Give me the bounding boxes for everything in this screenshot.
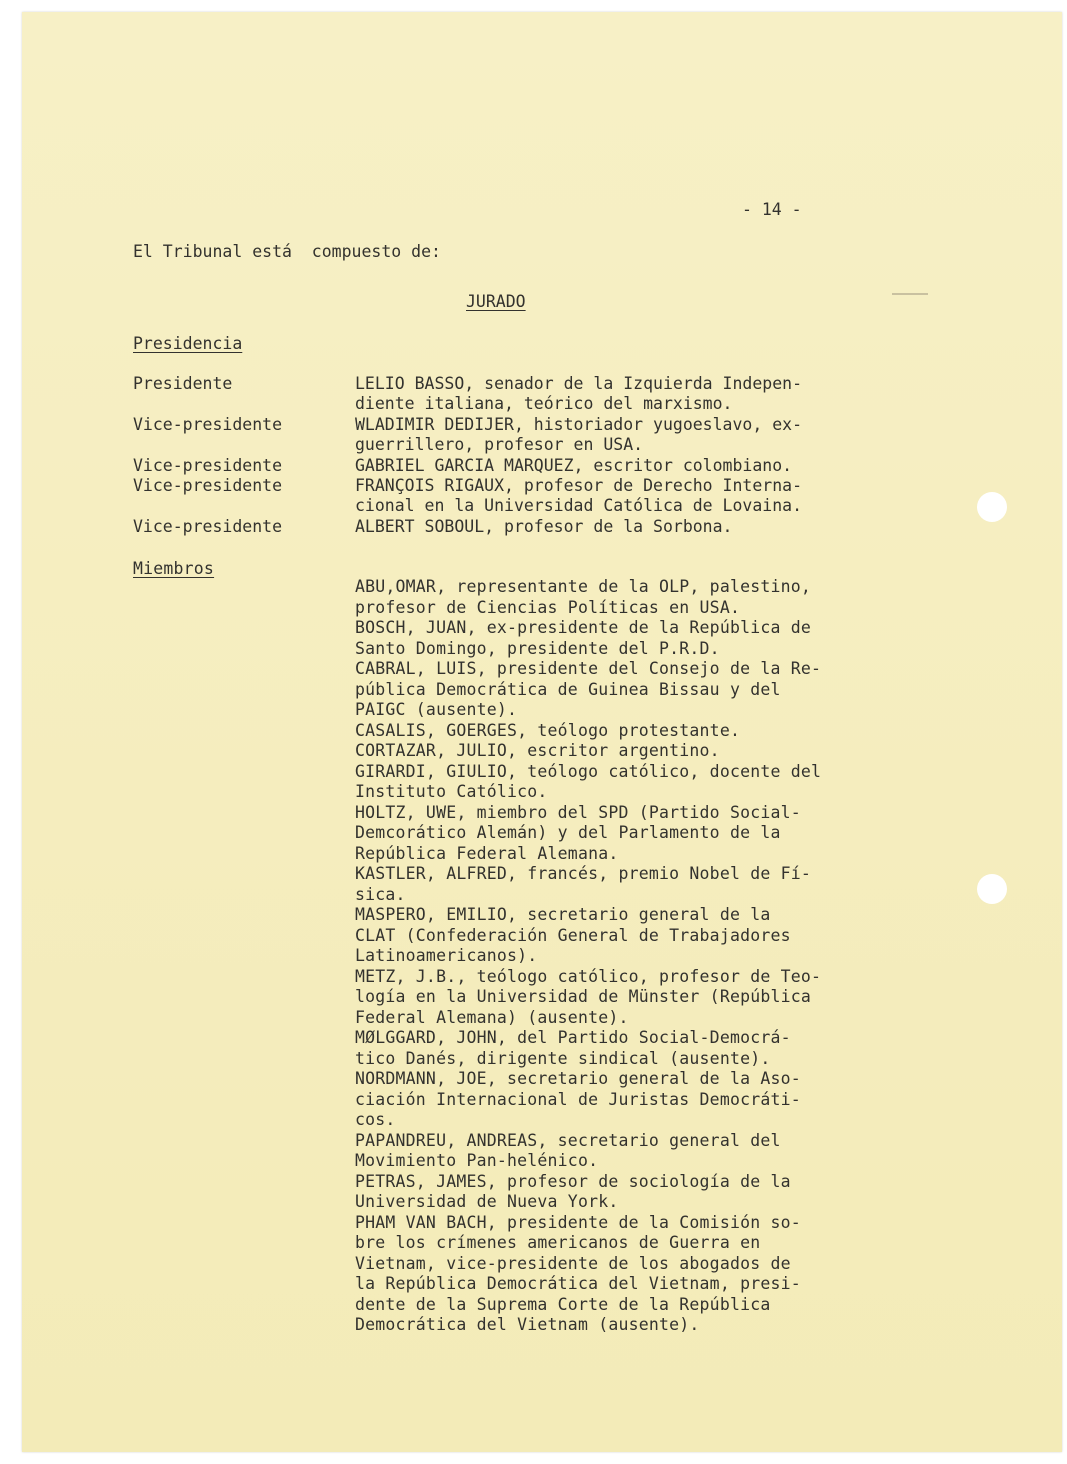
member-line: CABRAL, LUIS, presidente del Consejo de la Re-: [355, 659, 822, 678]
member-line: tico Danés, dirigente sindical (ausente).: [355, 1049, 771, 1068]
role-label: Vice-presidente: [133, 415, 283, 434]
role-label: Vice-presidente: [133, 517, 283, 536]
punch-hole-bottom: [977, 874, 1007, 904]
member-line: cos.: [355, 1110, 396, 1129]
role-label: Vice-presidente: [133, 456, 283, 475]
section-title: JURADO: [466, 292, 526, 311]
presidency-line: guerrillero, profesor en USA.: [355, 435, 644, 454]
member-line: PHAM VAN BACH, presidente de la Comisión so-: [355, 1213, 801, 1232]
role-label: Vice-presidente: [133, 476, 283, 495]
member-line: Democrática del Vietnam (ausente).: [355, 1315, 700, 1334]
member-line: ABU,OMAR, representante de la OLP, palestino,: [355, 577, 812, 596]
presidency-line: ALBERT SOBOUL, profesor de la Sorbona.: [355, 517, 733, 536]
member-line: CORTAZAR, JULIO, escritor argentino.: [355, 741, 720, 760]
presidency-line: LELIO BASSO, senador de la Izquierda Indepen-: [355, 374, 803, 393]
member-line: PAIGC (ausente).: [355, 700, 518, 719]
member-line: Demcorático Alemán) y del Parlamento de la: [355, 823, 781, 842]
member-line: Instituto Católico.: [355, 782, 548, 801]
presidency-line: GABRIEL GARCIA MARQUEZ, escritor colombiano.: [355, 456, 793, 475]
member-line: Latinoamericanos).: [355, 946, 538, 965]
page-number: - 14 -: [742, 200, 802, 219]
member-line: MASPERO, EMILIO, secretario general de la: [355, 905, 771, 924]
member-line: GIRARDI, GIULIO, teólogo católico, docente del: [355, 762, 822, 781]
member-line: Santo Domingo, presidente del P.R.D.: [355, 639, 720, 658]
member-line: sica.: [355, 885, 406, 904]
member-line: Federal Alemana) (ausente).: [355, 1008, 629, 1027]
member-line: Universidad de Nueva York.: [355, 1192, 619, 1211]
member-line: PAPANDREU, ANDREAS, secretario general del: [355, 1131, 781, 1150]
member-line: República Federal Alemana.: [355, 844, 619, 863]
member-line: Vietnam, vice-presidente de los abogados de: [355, 1254, 791, 1273]
presidency-line: WLADIMIR DEDIJER, historiador yugoeslavo, ex-: [355, 415, 803, 434]
presidency-heading: Presidencia: [133, 334, 243, 353]
member-line: MØLGGARD, JOHN, del Partido Social-Democrá-: [355, 1028, 791, 1047]
member-line: Movimiento Pan-helénico.: [355, 1151, 599, 1170]
member-line: pública Democrática de Guinea Bissau y del: [355, 680, 781, 699]
member-line: NORDMANN, JOE, secretario general de la Aso-: [355, 1069, 801, 1088]
punch-hole-top: [977, 492, 1007, 522]
member-line: BOSCH, JUAN, ex-presidente de la República de: [355, 618, 812, 637]
member-line: la República Democrática del Vietnam, presi-: [355, 1274, 801, 1293]
member-line: logía en la Universidad de Münster (República: [355, 987, 812, 1006]
member-line: ciación Internacional de Juristas Democráti-: [355, 1090, 801, 1109]
member-line: profesor de Ciencias Políticas en USA.: [355, 598, 741, 617]
member-line: KASTLER, ALFRED, francés, premio Nobel de Fí-: [355, 864, 812, 883]
member-line: CASALIS, GOERGES, teólogo protestante.: [355, 721, 741, 740]
member-line: dente de la Suprema Corte de la República: [355, 1295, 771, 1314]
member-line: CLAT (Confederación General de Trabajadores: [355, 926, 791, 945]
presidency-line: diente italiana, teórico del marxismo.: [355, 394, 733, 413]
presidency-line: cional en la Universidad Católica de Lovaina.: [355, 496, 803, 515]
role-label: Presidente: [133, 374, 233, 393]
member-line: PETRAS, JAMES, profesor de sociología de la: [355, 1172, 791, 1191]
presidency-line: FRANÇOIS RIGAUX, profesor de Derecho Interna-: [355, 476, 803, 495]
intro-text: El Tribunal está compuesto de:: [133, 242, 441, 261]
member-line: HOLTZ, UWE, miembro del SPD (Partido Social-: [355, 803, 801, 822]
pencil-mark: [892, 293, 928, 295]
member-line: bre los crímenes americanos de Guerra en: [355, 1233, 761, 1252]
members-heading: Miembros: [133, 559, 215, 578]
member-line: METZ, J.B., teólogo católico, profesor de Teo-: [355, 967, 822, 986]
